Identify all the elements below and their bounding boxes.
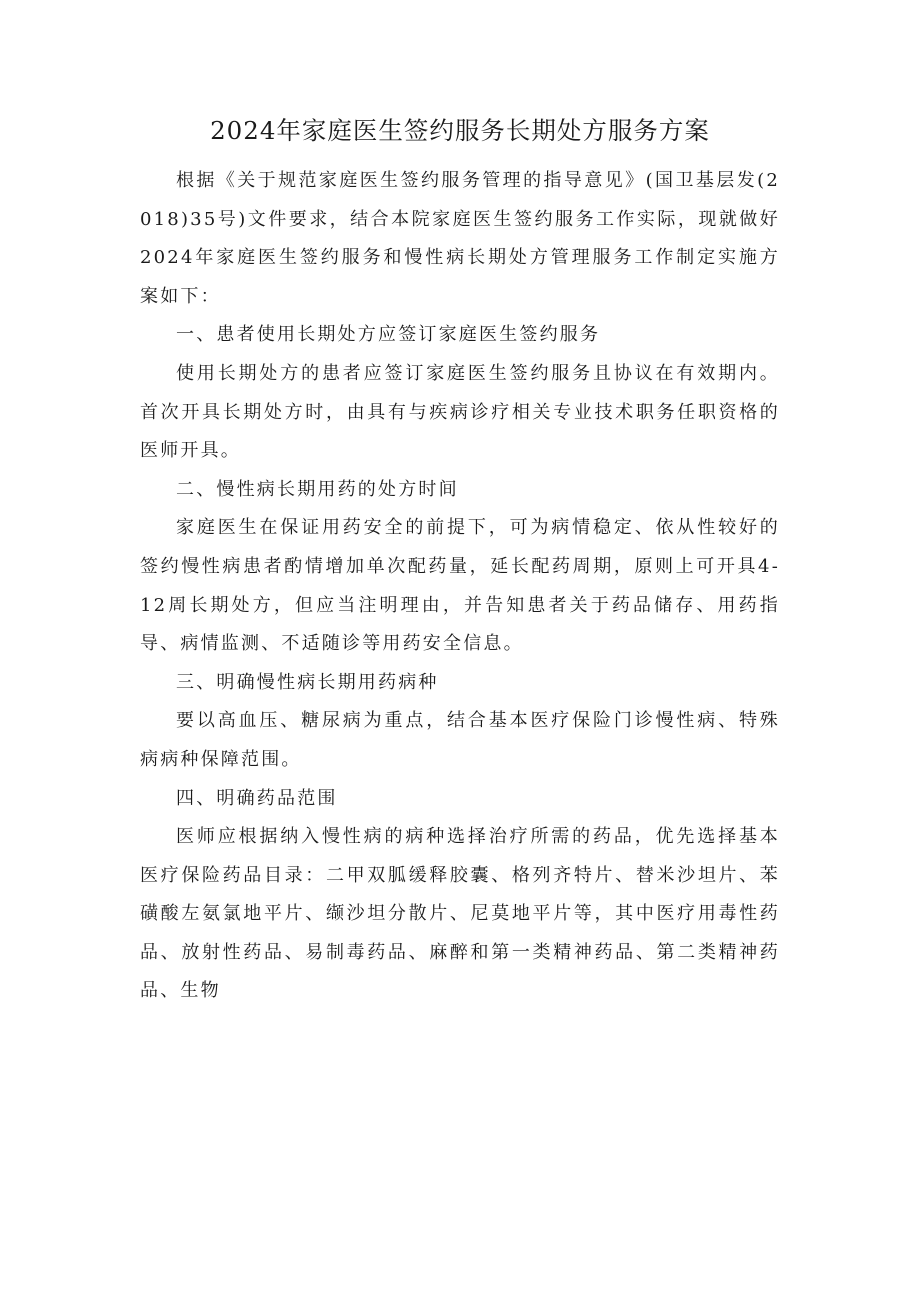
document-title: 2024年家庭医生签约服务长期处方服务方案 [210,116,710,145]
section-1-body: 使用长期处方的患者应签订家庭医生签约服务且协议在有效期内。首次开具长期处方时，由具有与疾病诊疗相关专业技术职务任职资格的医师开具。 [140,362,780,462]
section-3-body: 要以高血压、糖尿病为重点，结合基本医疗保险门诊慢性病、特殊病病种保障范围。 [140,710,780,770]
section-3-heading: 三、明确慢性病长期用药病种 [176,671,439,693]
section-4-heading: 四、明确药品范围 [176,787,338,809]
document-body [140,162,780,1011]
section-2-heading: 二、慢性病长期用药的处方时间 [176,478,459,500]
section-1-heading: 一、患者使用长期处方应签订家庭医生签约服务 [176,324,601,346]
intro-paragraph: 根据《关于规范家庭医生签约服务管理的指导意见》(国卫基层发(2018)35号)文件要求，结合本院家庭医生签约服务工作实际，现就做好2024年家庭医生签约服务和慢性病长期处方管理服务工作制定实施方案如下： [140,170,780,307]
section-2-body: 家庭医生在保证用药安全的前提下，可为病情稳定、依从性较好的签约慢性病患者酌情增加单次配药量，延长配药周期，原则上可开具4-12周长期处方，但应当注明理由，并告知患者关于药品储存、用药指导、病情监测、不适随诊等用药安全信息。 [140,517,780,655]
section-4-body: 医师应根据纳入慢性病的病种选择治疗所需的药品，优先选择基本医疗保险药品目录：二甲双胍缓释胶囊、格列齐特片、替米沙坦片、苯磺酸左氨氯地平片、缬沙坦分散片、尼莫地平片等，其中医疗用毒性药品、放射性药品、易制毒药品、麻醉和第一类精神药品、第二类精神药品、生物 [140,826,780,1002]
